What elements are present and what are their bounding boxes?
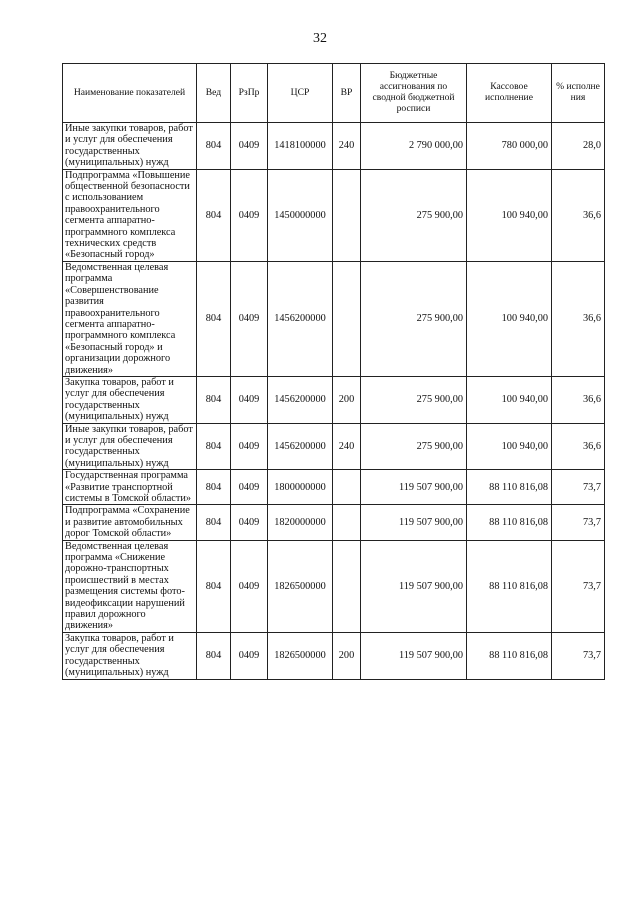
table-row (63, 261, 605, 376)
row-vr: 200 (333, 376, 361, 423)
row-budget: 119 507 900,00 (361, 540, 467, 632)
row-ved: 804 (197, 505, 231, 540)
row-rzpr: 0409 (231, 376, 268, 423)
header-budget: Бюджетные ассигнования по сводной бюджетной росписи (361, 64, 467, 123)
table-row (63, 632, 605, 679)
row-cash: 88 110 816,08 (467, 470, 552, 505)
table-row (63, 470, 605, 505)
row-cash: 100 940,00 (467, 376, 552, 423)
row-name: Закупка товаров, работ и услуг для обеспечения государственных (муниципальных) нужд (63, 632, 197, 679)
row-rzpr: 0409 (231, 169, 268, 261)
row-name: Иные закупки товаров, работ и услуг для обеспечения государственных (муниципальных) нужд (63, 423, 197, 470)
row-cash: 88 110 816,08 (467, 632, 552, 679)
row-percent: 28,0 (552, 123, 605, 170)
row-rzpr: 0409 (231, 261, 268, 376)
row-percent: 73,7 (552, 540, 605, 632)
table-row (63, 540, 605, 632)
row-rzpr: 0409 (231, 470, 268, 505)
header-percent: % исполне ния (552, 64, 605, 123)
table-row (63, 505, 605, 540)
row-cash: 100 940,00 (467, 261, 552, 376)
table-row (63, 423, 605, 470)
row-percent: 36,6 (552, 423, 605, 470)
row-percent: 73,7 (552, 632, 605, 679)
row-rzpr: 0409 (231, 123, 268, 170)
row-csr: 1456200000 (268, 261, 333, 376)
table-header-row (63, 64, 605, 123)
row-csr: 1456200000 (268, 376, 333, 423)
row-rzpr: 0409 (231, 632, 268, 679)
row-name: Подпрограмма «Повышение общественной безопасности с использованием правоохранительного сегмента аппаратно-программного комплекса технических средств «Безопасный город» (63, 169, 197, 261)
row-ved: 804 (197, 540, 231, 632)
row-csr: 1826500000 (268, 632, 333, 679)
row-ved: 804 (197, 123, 231, 170)
row-name: Ведомственная целевая программа «Снижение дорожно-транспортных происшествий в местах размещения системы фото-видеофиксации нарушений правил дорожного движения» (63, 540, 197, 632)
row-name: Ведомственная целевая программа «Совершенствование развития правоохранительного сегмента аппаратно-программного комплекса «Безопасный город» и организации дорожного движения» (63, 261, 197, 376)
row-vr: 240 (333, 423, 361, 470)
row-budget: 275 900,00 (361, 423, 467, 470)
header-vr: ВР (333, 64, 361, 123)
row-vr (333, 470, 361, 505)
row-percent: 73,7 (552, 505, 605, 540)
header-csr: ЦСР (268, 64, 333, 123)
row-cash: 100 940,00 (467, 169, 552, 261)
row-ved: 804 (197, 261, 231, 376)
row-cash: 88 110 816,08 (467, 540, 552, 632)
row-name: Иные закупки товаров, работ и услуг для обеспечения государственных (муниципальных) нужд (63, 123, 197, 170)
row-percent: 73,7 (552, 470, 605, 505)
row-budget: 119 507 900,00 (361, 470, 467, 505)
row-budget: 275 900,00 (361, 261, 467, 376)
header-name: Наименование показателей (63, 64, 197, 123)
header-ved: Вед (197, 64, 231, 123)
row-ved: 804 (197, 169, 231, 261)
table-row (63, 123, 605, 170)
page-number: 32 (313, 31, 327, 46)
row-percent: 36,6 (552, 261, 605, 376)
row-cash: 100 940,00 (467, 423, 552, 470)
row-rzpr: 0409 (231, 423, 268, 470)
row-csr: 1826500000 (268, 540, 333, 632)
row-budget: 119 507 900,00 (361, 505, 467, 540)
row-budget: 2 790 000,00 (361, 123, 467, 170)
row-csr: 1456200000 (268, 423, 333, 470)
row-ved: 804 (197, 376, 231, 423)
row-budget: 119 507 900,00 (361, 632, 467, 679)
row-name: Закупка товаров, работ и услуг для обеспечения государственных (муниципальных) нужд (63, 376, 197, 423)
row-budget: 275 900,00 (361, 376, 467, 423)
row-vr (333, 261, 361, 376)
row-csr: 1820000000 (268, 505, 333, 540)
row-csr: 1418100000 (268, 123, 333, 170)
row-percent: 36,6 (552, 169, 605, 261)
header-cash: Кассовое исполнение (467, 64, 552, 123)
table-row (63, 376, 605, 423)
row-rzpr: 0409 (231, 505, 268, 540)
row-rzpr: 0409 (231, 540, 268, 632)
row-vr: 200 (333, 632, 361, 679)
row-ved: 804 (197, 632, 231, 679)
row-vr (333, 540, 361, 632)
header-rzpr: РзПр (231, 64, 268, 123)
row-name: Подпрограмма «Сохранение и развитие автомобильных дорог Томской области» (63, 505, 197, 540)
row-vr (333, 169, 361, 261)
row-cash: 88 110 816,08 (467, 505, 552, 540)
row-csr: 1800000000 (268, 470, 333, 505)
row-vr: 240 (333, 123, 361, 170)
row-ved: 804 (197, 423, 231, 470)
row-ved: 804 (197, 470, 231, 505)
row-vr (333, 505, 361, 540)
row-percent: 36,6 (552, 376, 605, 423)
row-cash: 780 000,00 (467, 123, 552, 170)
budget-execution-table (62, 63, 605, 680)
row-csr: 1450000000 (268, 169, 333, 261)
row-name: Государственная программа «Развитие транспортной системы в Томской области» (63, 470, 197, 505)
table-row (63, 169, 605, 261)
row-budget: 275 900,00 (361, 169, 467, 261)
